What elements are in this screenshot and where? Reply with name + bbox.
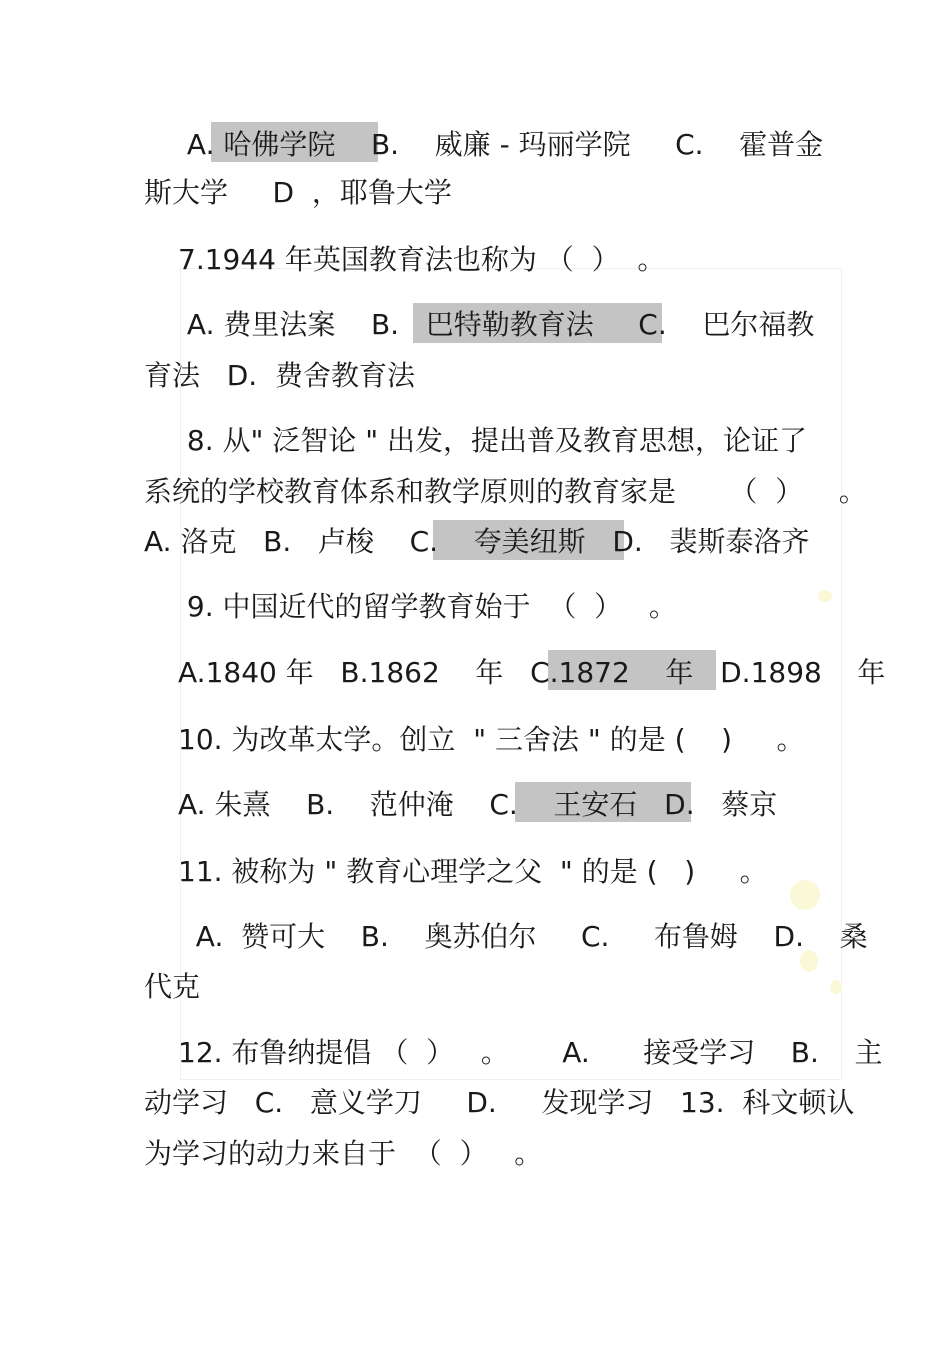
q7-options-line-1: A. 费里法案 B. 巴特勒教育法 C. 巴尔福教 [178,308,815,341]
q6-options-line-1: A. 哈佛学院 B. 威廉 - 玛丽学院 C. 霍普金 [178,128,824,161]
q11-options-line-1: A. 赞可大 B. 奥苏伯尔 C. 布鲁姆 D. 桑 [178,920,868,953]
q8-options: A. 洛克 B. 卢梭 C. 夸美纽斯 D. 裴斯泰洛齐 [144,525,810,558]
q13-stem: 为学习的动力来自于 （ ） 。 [144,1137,543,1170]
q10-options: A. 朱熹 B. 范仲淹 C. 王安石 D. 蔡京 [178,788,778,821]
yellow-speck [790,880,820,910]
q12-line-2: 动学习 C. 意义学刀 D. 发现学习 13. 科文顿认 [144,1086,855,1119]
q10-stem: 10. 为改革太学。创立 " 三舍法 " 的是 ( ) 。 [178,723,805,756]
q9-stem: 9. 中国近代的留学教育始于 （ ） 。 [178,590,677,623]
yellow-speck [818,590,832,602]
q8-stem-line-2: 系统的学校教育体系和教学原则的教育家是 （ ） 。 [144,475,867,508]
yellow-speck [830,980,842,994]
q6-options-line-2: 斯大学 D ，耶鲁大学 [144,176,452,209]
q11-options-line-2: 代克 [144,970,201,1003]
q7-options-line-2: 育法 D. 费舍教育法 [144,359,415,392]
q9-options: A.1840 年 B.1862 年 C.1872 年 D.1898 年 [178,656,886,689]
q11-stem: 11. 被称为 " 教育心理学之父 " 的是 ( ) 。 [178,855,768,888]
q7-stem: 7.1944 年英国教育法也称为 （ ） 。 [178,243,666,276]
q12-line-1: 12. 布鲁纳提倡 （ ） 。 A. 接受学习 B. 主 [178,1036,883,1069]
q8-stem-line-1: 8. 从" 泛智论 " 出发，提出普及教育思想，论证了 [178,424,807,457]
